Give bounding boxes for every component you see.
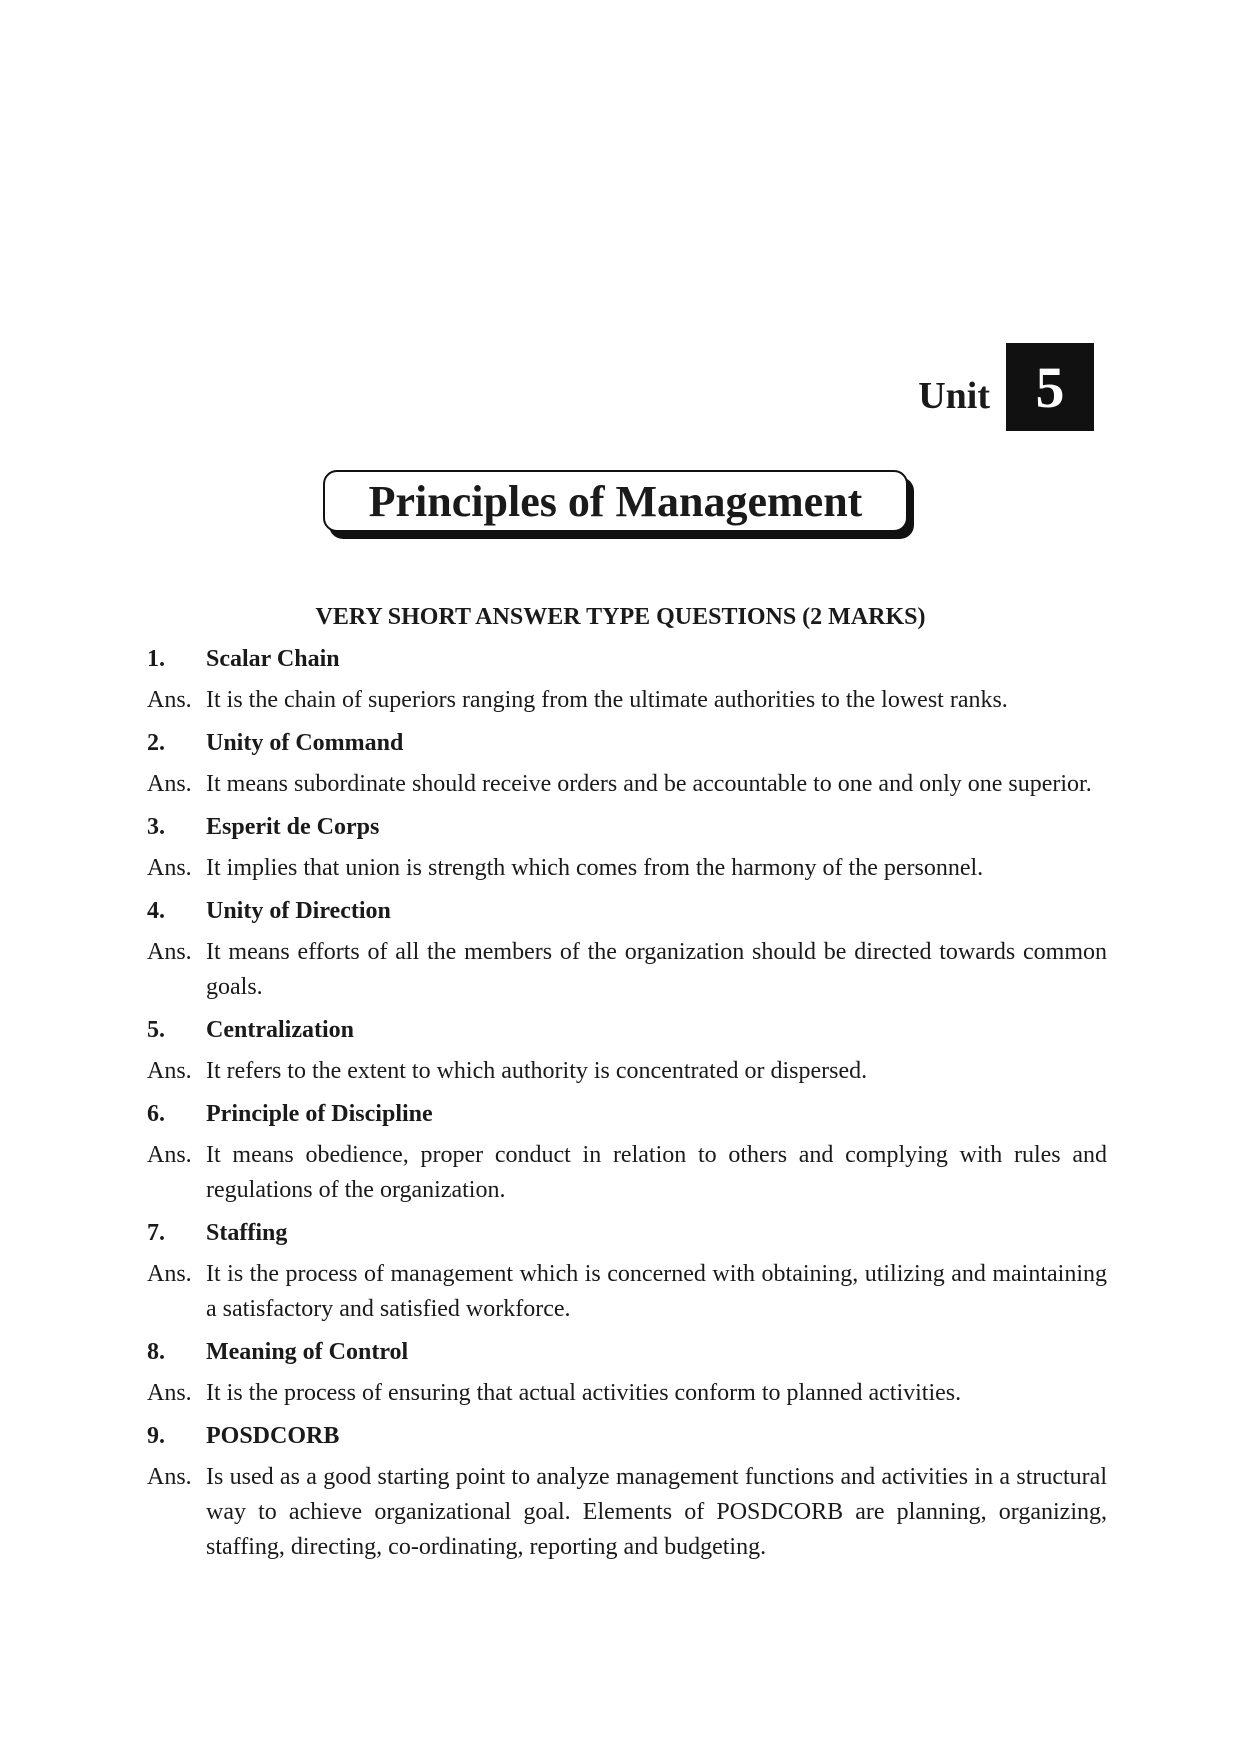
qa-item [147, 1335, 1107, 1411]
answer-row [147, 1257, 1107, 1327]
answer-prefix: Ans. [147, 687, 192, 713]
answer-text: Is used as a good starting point to analyze management functions and activities in a structural way to achieve organizational goal. Elements of POSDCORB are planning, organizing, staffing, directing, co-ordinating, reporting and budgeting. [206, 1464, 1107, 1560]
unit-label: Unit [918, 375, 990, 417]
question-number: 3. [147, 814, 165, 840]
question-number: 2. [147, 730, 165, 756]
question-text: Centralization [206, 1017, 354, 1043]
question-number: 6. [147, 1101, 165, 1127]
qa-item [147, 894, 1107, 1005]
answer-prefix: Ans. [147, 1464, 192, 1490]
answer-prefix: Ans. [147, 1380, 192, 1406]
answer-row [147, 1376, 1107, 1411]
answer-row [147, 1138, 1107, 1208]
question-number: 4. [147, 898, 165, 924]
answer-text: It implies that union is strength which comes from the harmony of the personnel. [206, 855, 984, 881]
unit-marker [918, 343, 1094, 431]
answer-row [147, 935, 1107, 1005]
question-text: Meaning of Control [206, 1339, 409, 1365]
question-number: 7. [147, 1220, 165, 1246]
answer-prefix: Ans. [147, 1058, 192, 1084]
answer-row [147, 767, 1107, 802]
answer-prefix: Ans. [147, 1142, 192, 1168]
question-text: Unity of Direction [206, 898, 391, 924]
qa-item [147, 1097, 1107, 1208]
question-row [147, 810, 1107, 845]
qa-item [147, 810, 1107, 886]
question-number: 8. [147, 1339, 165, 1365]
answer-text: It refers to the extent to which authority is concentrated or dispersed. [206, 1058, 868, 1084]
qa-item [147, 642, 1107, 718]
question-row [147, 726, 1107, 761]
answer-prefix: Ans. [147, 1261, 192, 1287]
question-number: 9. [147, 1423, 165, 1449]
section-heading: VERY SHORT ANSWER TYPE QUESTIONS (2 MARKS) [315, 604, 926, 630]
answer-row [147, 683, 1107, 718]
question-row [147, 642, 1107, 677]
question-row [147, 1013, 1107, 1048]
answer-text: It means subordinate should receive orders and be accountable to one and only one superior. [206, 771, 1092, 797]
question-row [147, 1419, 1107, 1454]
answer-text: It means efforts of all the members of the organization should be directed towards common goals. [206, 939, 1107, 1000]
unit-number-badge: 5 [1006, 343, 1094, 431]
question-number: 5. [147, 1017, 165, 1043]
question-number: 1. [147, 646, 165, 672]
answer-prefix: Ans. [147, 855, 192, 881]
question-row [147, 1216, 1107, 1251]
question-text: Scalar Chain [206, 646, 340, 672]
question-row [147, 894, 1107, 929]
answer-text: It is the chain of superiors ranging from the ultimate authorities to the lowest ranks. [206, 687, 1008, 713]
qa-item [147, 1216, 1107, 1327]
chapter-title-frame [323, 470, 908, 532]
answer-text: It is the process of ensuring that actual activities conform to planned activities. [206, 1380, 962, 1406]
question-row [147, 1335, 1107, 1370]
answer-text: It is the process of management which is concerned with obtaining, utilizing and maintaining a satisfactory and satisfied workforce. [206, 1261, 1107, 1322]
question-text: POSDCORB [206, 1423, 340, 1449]
question-text: Esperit de Corps [206, 814, 380, 840]
question-row [147, 1097, 1107, 1132]
qa-item [147, 1419, 1107, 1565]
answer-row [147, 1054, 1107, 1089]
answer-text: It means obedience, proper conduct in relation to others and complying with rules and regulations of the organization. [206, 1142, 1107, 1203]
chapter-title: Principles of Management [323, 470, 908, 532]
qa-item [147, 1013, 1107, 1089]
answer-prefix: Ans. [147, 771, 192, 797]
question-text: Unity of Command [206, 730, 404, 756]
question-text: Principle of Discipline [206, 1101, 433, 1127]
answer-row [147, 1460, 1107, 1565]
question-answer-list [147, 642, 1107, 1573]
answer-prefix: Ans. [147, 939, 192, 965]
question-text: Staffing [206, 1220, 288, 1246]
qa-item [147, 726, 1107, 802]
answer-row [147, 851, 1107, 886]
